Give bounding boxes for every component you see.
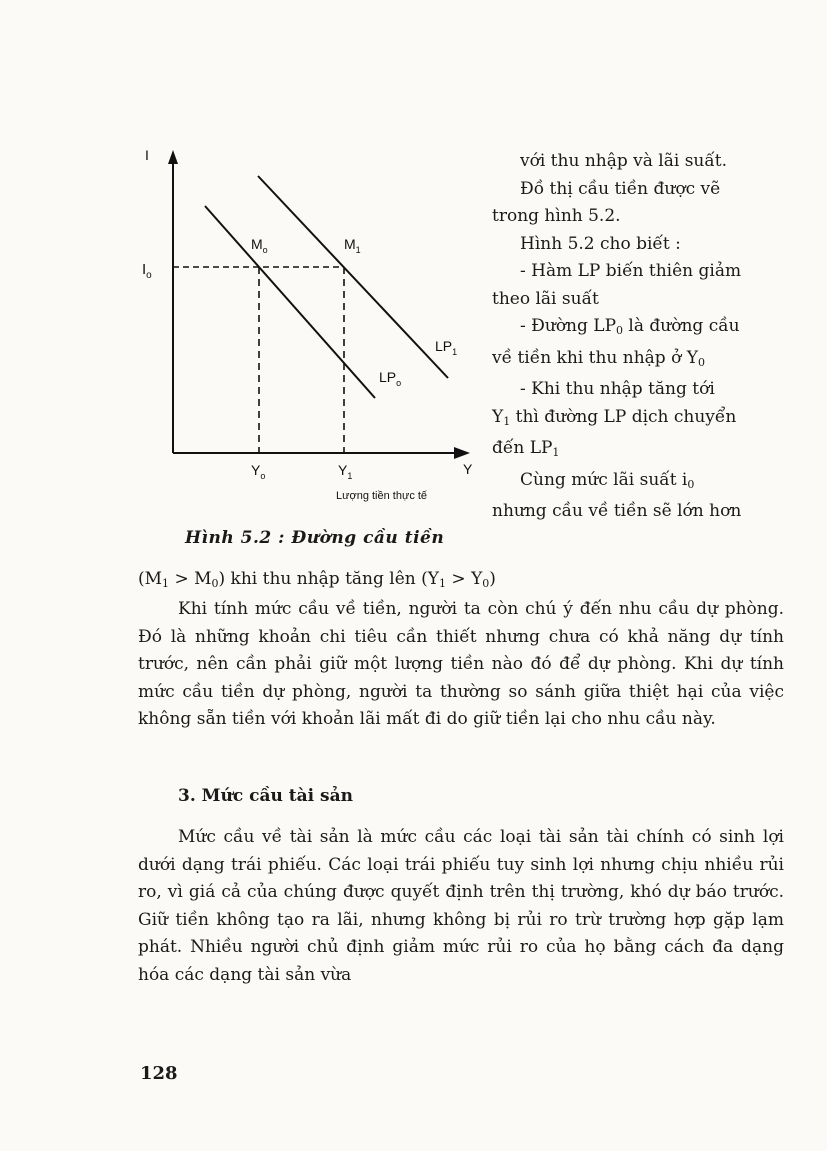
lp0-label: $LP_o$: [379, 369, 402, 388]
m1-label: $M_1$: [344, 236, 361, 255]
paragraph-text: Mức cầu về tài sản là mức cầu các loại tài sản tài chính có sinh lợi dưới dạng trái phiếu. Các loại trái phiếu tuy sinh lợi nhưng chịu nhiều rủi ro, vì giá cả của chúng được quyết định trên thị trường, khó dự báo trước. Giữ tiền không tạo ra lãi, nhưng không bị rủi ro trừ trường hợp gặp lạm phát. Nhiều người chủ định giảm mức rủi ro của họ bằng cách đa dạng hóa các dạng tài sản vừa: [138, 827, 784, 985]
money-demand-figure: [130, 140, 490, 560]
paragraph-asset-demand: [138, 824, 784, 989]
x-axis-arrow: [454, 447, 470, 459]
side-line: đến $LP_1$: [492, 438, 560, 459]
i0-label: $I_o$: [142, 261, 152, 281]
side-column-text: [492, 148, 784, 526]
side-line: - Hàm LP biến thiên giảm: [520, 261, 742, 281]
continuation-line: $(M_1 > M_0)$ khi thu nhập tăng lên $(Y_1 > Y_0)$: [138, 569, 496, 590]
y-axis-arrow: [168, 150, 178, 164]
side-line: - Khi thu nhập tăng tới: [520, 379, 715, 399]
paragraph-precautionary-demand: [138, 596, 784, 734]
side-line: nhưng cầu về tiền sẽ lớn hơn: [492, 501, 742, 521]
lp0-curve: [205, 206, 375, 398]
lp1-label: $LP_1$: [435, 338, 458, 357]
lp1-curve: [258, 176, 448, 378]
y0-label: $Y_o$: [251, 462, 266, 481]
side-line: - Đường $LP_0$ là đường cầu: [520, 316, 740, 337]
side-line: Đồ thị cầu tiền được vẽ: [520, 178, 721, 199]
x-axis-label: Y: [463, 461, 473, 477]
side-line: trong hình 5.2.: [492, 206, 621, 226]
paragraph-text: Khi tính mức cầu về tiền, người ta còn chú ý đến nhu cầu dự phòng. Đó là những khoản chi tiêu cần thiết nhưng chưa có khả năng dự tính trước, nên cần phải giữ một lượng tiền nào đó để dự phòng. Khi dự tính mức cầu tiền dự phòng, người ta thường so sánh giữa thiệt hại của việc không sẵn tiền với khoản lãi mất đi do giữ tiền lại cho nhu cầu này.: [138, 599, 784, 729]
page-number: 128: [140, 1063, 178, 1084]
figure-caption: Hình 5.2 : Đường cầu tiền: [185, 528, 445, 548]
m0-label: $M_o$: [251, 236, 268, 255]
side-line: Cùng mức lãi suất $i_0$: [520, 469, 695, 491]
y1-label: $Y_1$: [338, 462, 353, 481]
side-line: theo lãi suất: [492, 288, 599, 309]
money-demand-chart: [130, 140, 490, 520]
side-line: Hình 5.2 cho biết :: [520, 233, 681, 254]
side-line: $Y_1$ thì đường LP dịch chuyển: [492, 406, 737, 428]
x-title: Lượng tiền thực tế: [336, 490, 428, 502]
side-line: về tiền khi thu nhập ở $Y_0$: [492, 347, 705, 369]
section-heading: 3. Mức cầu tài sản: [178, 786, 353, 806]
y-axis-label: I: [145, 147, 149, 163]
side-line: với thu nhập và lãi suất.: [520, 151, 728, 171]
